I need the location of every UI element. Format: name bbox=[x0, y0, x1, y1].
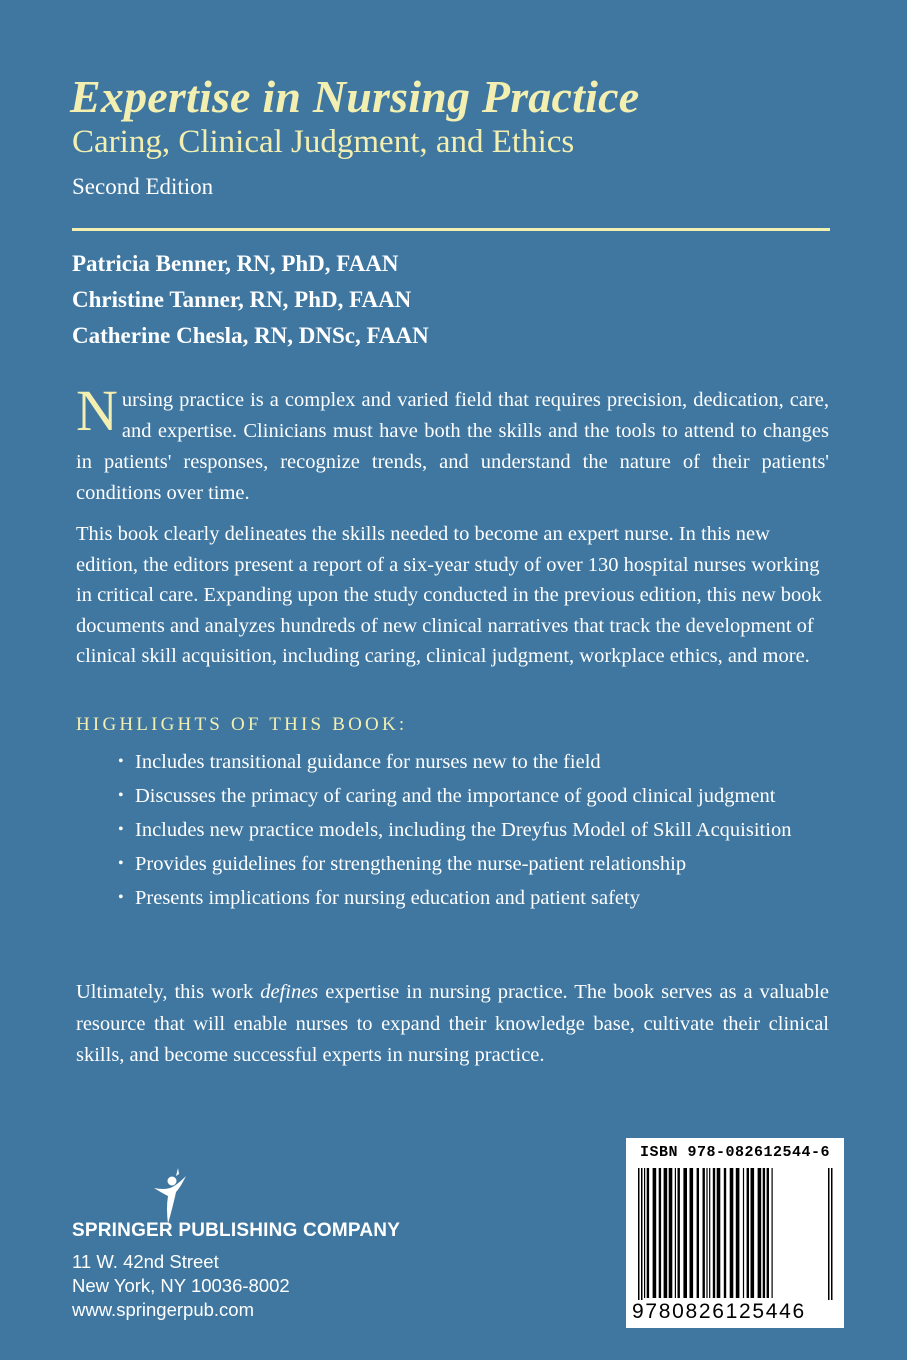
barcode-bar bbox=[763, 1168, 765, 1298]
highlight-item: • Discusses the primacy of caring and the importance of good clinical judgment bbox=[118, 782, 830, 810]
author-name: Catherine Chesla, RN, DNSc, FAAN bbox=[72, 323, 429, 348]
highlight-item: • Includes transitional guidance for nurses new to the field bbox=[118, 748, 830, 776]
barcode-bar bbox=[644, 1168, 645, 1298]
publisher-name: SPRINGER PUBLISHING COMPANY bbox=[72, 1220, 401, 1241]
barcode-bar bbox=[709, 1168, 710, 1298]
barcode-bar bbox=[717, 1168, 721, 1298]
barcode-bar bbox=[772, 1168, 773, 1298]
barcode-bar bbox=[690, 1168, 694, 1298]
intro-text: ursing practice is a complex and varied field that requires precision, dedication, care, and expertise. Clinicians must have both the skills and the tools to attend to changes in patients' responses, recognize trends, and understand the nature of their patients' conditions over time. bbox=[76, 389, 829, 504]
highlight-item: • Provides guidelines for strengthening the nurse-patient relationship bbox=[118, 850, 830, 878]
barcode-bar bbox=[703, 1168, 705, 1298]
barcode-bar bbox=[638, 1168, 640, 1308]
closing-paragraph bbox=[76, 977, 829, 1072]
barcode-digits: 9780826125446 bbox=[630, 1300, 844, 1324]
highlights-heading: HIGHLIGHTS OF THIS BOOK: bbox=[76, 714, 408, 735]
barcode-bar bbox=[678, 1168, 680, 1298]
highlight-item: • Includes new practice models, including the Dreyfus Model of Skill Acquisition bbox=[118, 816, 830, 844]
barcode-bar bbox=[767, 1168, 769, 1298]
barcode-bar bbox=[641, 1168, 643, 1308]
barcode-bar bbox=[697, 1168, 699, 1298]
drop-cap: N bbox=[76, 378, 118, 443]
book-title: Expertise in Nursing Practice bbox=[70, 71, 640, 122]
barcode-bar bbox=[747, 1168, 749, 1298]
barcode-bar bbox=[724, 1168, 726, 1298]
author-name: Christine Tanner, RN, PhD, FAAN bbox=[72, 287, 412, 312]
barcode-bar bbox=[828, 1168, 830, 1308]
closing-text-end: expertise in nursing practice. The book serves as a valuable resource that will enable nurses to expand their knowledge base, cultivate their clinical skills, and become successful experts in nursing practice. bbox=[76, 981, 829, 1066]
book-subtitle: Caring, Clinical Judgment, and Ethics bbox=[72, 124, 575, 160]
description-paragraph: This book clearly delineates the skills needed to become an expert nurse. In this new edition, the editors present a report of a six-year study of over 130 hospital nurses working in critical care. Expanding upon the study conducted in the previous edition, this new book documents and analyzes hundreds of new clinical narratives that track the development of clinical skill acquisition, including caring, clinical judgment, workplace ethics, and more. bbox=[76, 523, 822, 668]
barcode-bar bbox=[736, 1168, 740, 1298]
barcode-bar bbox=[751, 1168, 755, 1298]
title-divider bbox=[72, 228, 830, 231]
closing-text-start: Ultimately, this work bbox=[76, 981, 261, 1003]
barcode-bar bbox=[730, 1168, 734, 1298]
isbn-barcode bbox=[626, 1138, 844, 1328]
barcode-bar bbox=[659, 1168, 661, 1298]
barcode-bar bbox=[706, 1168, 707, 1298]
intro-paragraph bbox=[76, 378, 829, 509]
highlights-list bbox=[118, 748, 830, 918]
publisher-address bbox=[72, 1250, 290, 1322]
author-list bbox=[72, 246, 429, 354]
barcode-bar bbox=[743, 1168, 744, 1298]
barcode-bar bbox=[758, 1168, 762, 1298]
barcode-bar bbox=[713, 1168, 715, 1298]
address-street: 11 W. 42nd Street bbox=[72, 1251, 219, 1272]
highlight-item: • Presents implications for nursing education and patient safety bbox=[118, 884, 830, 912]
barcode-bar bbox=[647, 1168, 649, 1298]
author-name: Patricia Benner, RN, PhD, FAAN bbox=[72, 251, 399, 276]
closing-emphasis: defines bbox=[260, 981, 319, 1003]
edition-label: Second Edition bbox=[72, 174, 214, 199]
barcode-bar bbox=[669, 1168, 673, 1298]
barcode-bar bbox=[653, 1168, 657, 1298]
barcode-bar bbox=[664, 1168, 668, 1298]
barcode-bars-icon bbox=[638, 1168, 834, 1308]
barcode-bar bbox=[831, 1168, 833, 1308]
publisher-website: www.springerpub.com bbox=[72, 1299, 254, 1320]
barcode-bar bbox=[683, 1168, 687, 1298]
isbn-label: ISBN 978-082612544-6 bbox=[640, 1144, 831, 1161]
address-city: New York, NY 10036-8002 bbox=[72, 1275, 290, 1296]
barcode-bar bbox=[675, 1168, 676, 1298]
